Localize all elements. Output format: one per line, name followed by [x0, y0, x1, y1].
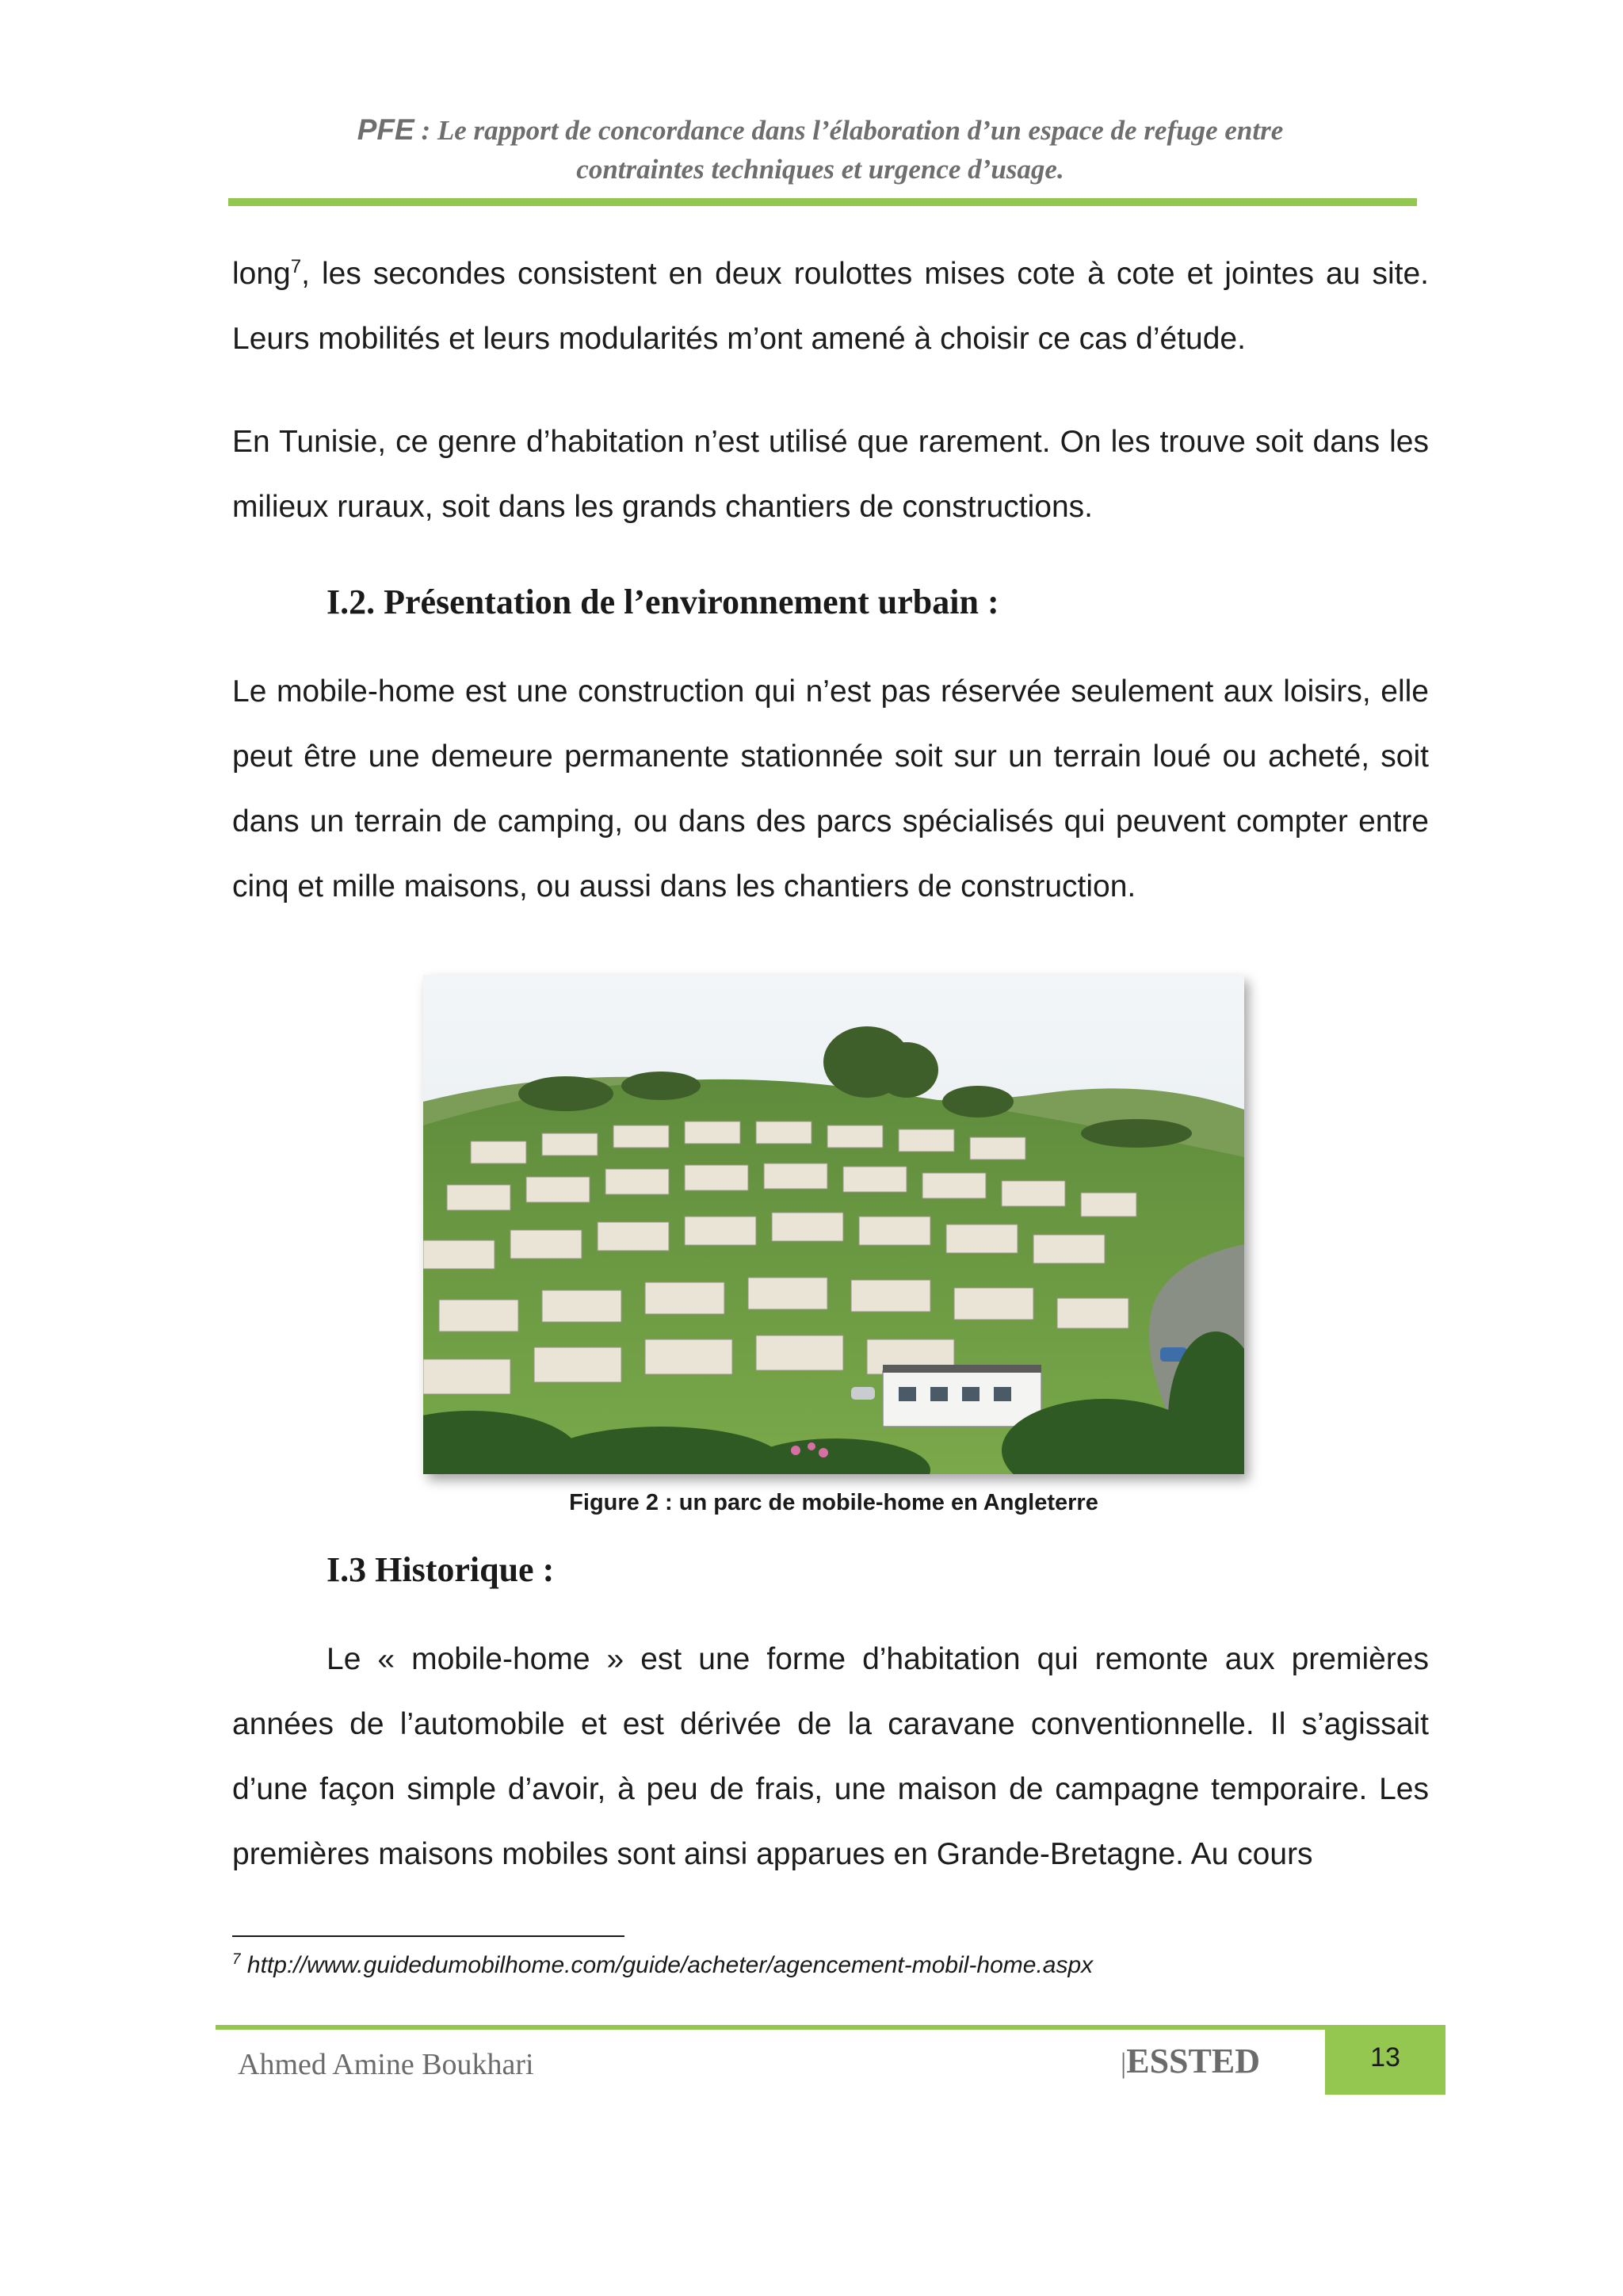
- paragraph-3: Le mobile-home est une construction qui n’est pas réservée seulement aux loisirs, elle peut être une demeure permanente stationnée soit sur un terrain loué ou acheté, soit dans un terrain de camping, ou dans des parcs spécialisés qui peuvent compter entre cinq et mille maisons, ou aussi dans les chantiers de construction.: [232, 674, 1429, 904]
- footnote: [232, 1951, 1093, 1979]
- paragraph-1-rest: , les secondes consistent en deux roulottes mises cote à cote et jointes au site. Leurs mobilités et leurs modularités m’ont amené à choisir ce cas d’étude.: [232, 257, 1429, 356]
- section-heading-historique: I.3 Historique :: [327, 1550, 555, 1589]
- header-rule: [228, 198, 1417, 206]
- figure-caption: Figure 2 : un parc de mobile-home en Angleterre: [569, 1490, 1098, 1515]
- page-number-box: [1325, 2025, 1445, 2095]
- footer-rule: [216, 2025, 1325, 2030]
- header-title-line-1: : Le rapport de concordance dans l’élaboration d’un espace de refuge entre: [414, 115, 1284, 146]
- header-pfe: PFE: [357, 113, 414, 146]
- header-line-1: [230, 111, 1411, 150]
- page-number: 13: [1370, 2042, 1400, 2073]
- paragraph-2: En Tunisie, ce genre d’habitation n’est utilisé que rarement. On les trouve soit dans les milieux ruraux, soit dans les grands chantiers de constructions.: [232, 425, 1429, 524]
- header-title-line-2: contraintes techniques et urgence d’usage.: [576, 154, 1064, 185]
- paragraph-4: Le « mobile-home » est une forme d’habitation qui remonte aux premières années de l’automobile et est dérivée de la caravane conventionnelle. Il s’agissait d’une façon simple d’avoir, à peu de frais, une maison de campagne temporaire. Les premières maisons mobiles sont ainsi apparues en Grande-Bretagne. Au cours: [232, 1642, 1429, 1871]
- section-heading-environnement: I.2. Présentation de l’environnement urbain :: [327, 583, 999, 621]
- footer-separator: |: [1121, 2047, 1127, 2079]
- figure-mobile-home-park-photo: [423, 975, 1244, 1474]
- footnote-url[interactable]: http://www.guidedumobilhome.com/guide/acheter/agencement-mobil-home.aspx: [240, 1952, 1094, 1978]
- footer-author: Ahmed Amine Boukhari: [238, 2048, 534, 2081]
- footer-school: [1121, 2041, 1260, 2081]
- footer-school-name: ESSTED: [1126, 2042, 1260, 2080]
- paragraph-1-lead: long: [232, 257, 291, 291]
- footnote-separator: [232, 1935, 624, 1937]
- running-header: [230, 111, 1411, 189]
- footnote-number: 7: [232, 1951, 241, 1968]
- paragraph-1: [232, 242, 1429, 372]
- footnote-reference[interactable]: 7: [290, 256, 302, 277]
